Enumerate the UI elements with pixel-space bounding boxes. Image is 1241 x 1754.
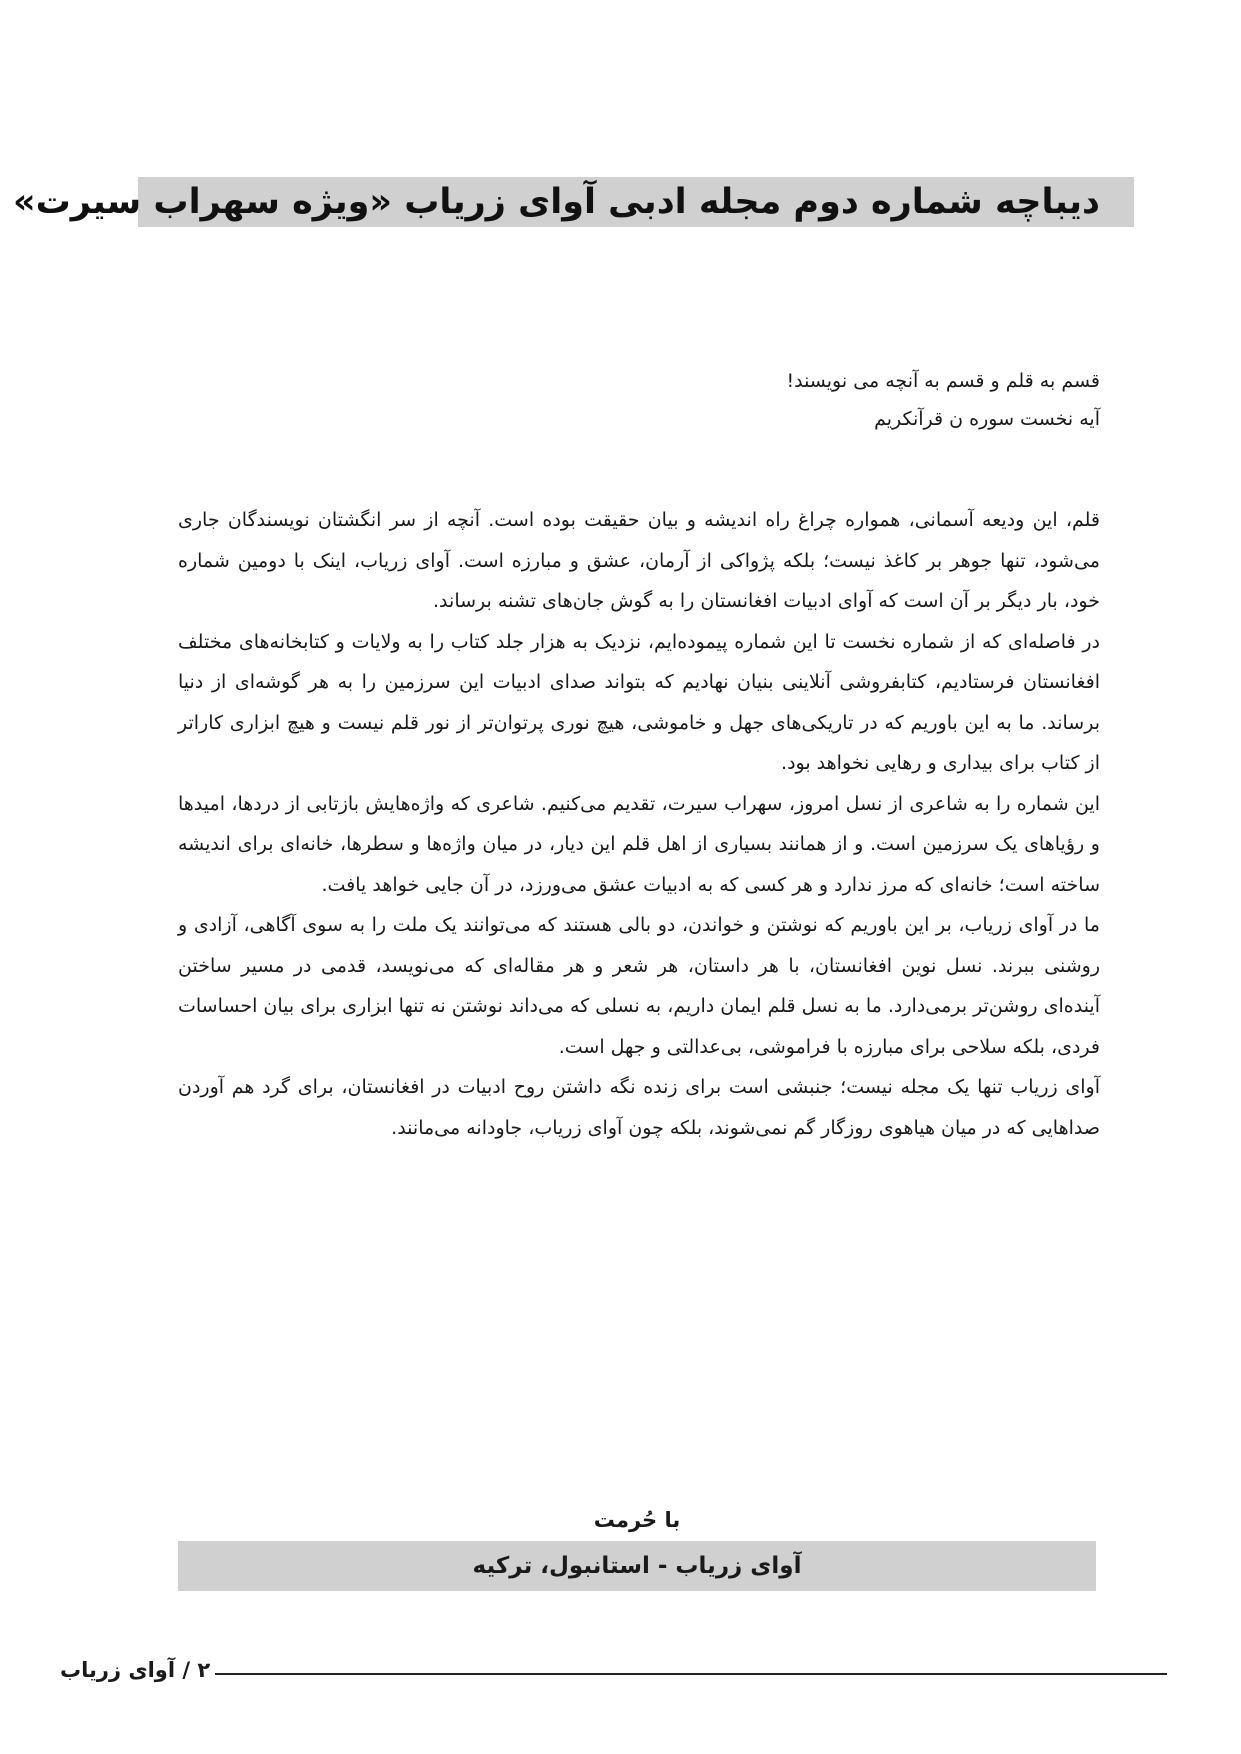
signature-banner [178, 1541, 1096, 1591]
title-banner [12, 177, 1134, 227]
body-paragraph: آوای زریاب تنها یک مجله نیست؛ جنبشی است برای زنده نگه داشتن روح ادبیات در افغانستان، برای گرد هم آوردن صداهایی که در میان هیاهوی روزگار گم نمی‌شوند، بلکه چون آوای زریاب، جاودانه می‌مانند. [178, 1076, 1100, 1139]
page-title: دیباچه شماره دوم مجله ادبی آوای زریاب «ویژه سهراب سیرت» [12, 182, 1100, 222]
body-paragraph: قلم، این ودیعه آسمانی، همواره چراغ راه اندیشه و بیان حقیقت بوده است. آنچه از سر انگشتان نویسندگان جاری می‌شود، تنها جوهر بر کاغذ نیست؛ بلکه پژواکی از آرمان، عشق و مبارزه است. آوای زریاب، اینک با دومین شماره خود، بار دیگر بر آن است که آوای ادبیات افغانستان را به گوش جان‌های تشنه برساند. [178, 509, 1100, 612]
footer-divider [215, 1673, 1167, 1675]
body-paragraph: این شماره را به شاعری از نسل امروز، سهراب سیرت، تقدیم می‌کنیم. شاعری که واژه‌هایش بازتابی از دردها، امیدها و رؤیاهای یک سرزمین است. و از همانند بسیاری از اهل قلم این دیار، در میان واژه‌ها و سطرها، خانه‌ای برای اندیشه ساخته است؛ خانه‌ای که مرز ندارد و هر کسی که به ادبیات عشق می‌ورزد، در آن جایی خواهد یافت. [178, 792, 1100, 896]
page-footer [60, 1658, 1170, 1688]
body-paragraph: در فاصله‌ای که از شماره نخست تا این شماره پیموده‌ایم، نزدیک به هزار جلد کتاب را به ولایات و کتابخانه‌های مختلف افغانستان فرستادیم، کتابفروشی آنلاینی بنیان نهادیم که بتواند صدای ادبیات این سرزمین را به هر گوشه‌ای از دنیا برساند. ما به این باوریم که در تاریکی‌های جهل و خاموشی، هیچ نوری پرتوان‌تر از نور قلم نیست و هیچ ابزاری کاراتر از کتاب برای بیداری و رهایی نخواهد بود. [178, 630, 1100, 774]
epigraph-verse: قسم به قلم و قسم به آنچه می نویسند! [786, 370, 1100, 392]
body-text [178, 500, 1100, 1148]
salutation: با حُرمت [593, 1508, 681, 1532]
epigraph-source: آیه نخست سوره ن قرآنکریم [874, 408, 1100, 430]
page-number-label: ۲ / آوای زریاب [60, 1658, 211, 1682]
epigraph [400, 362, 1100, 438]
body-paragraph: ما در آوای زریاب، بر این باوریم که نوشتن و خواندن، دو بالی هستند که می‌توانند یک ملت را به سوی آگاهی، آزادی و روشنی ببرند. نسل نوین افغانستان، با هر داستان، هر شعر و هر مقاله‌ای که می‌نویسد، قدمی در مسیر ساختن آینده‌ای روشن‌تر برمی‌دارد. ما به نسل قلم ایمان داریم، به نسلی که می‌داند نوشتن نه تنها ابزاری برای بیان احساسات فردی، بلکه سلاحی برای مبارزه با فراموشی، بی‌عدالتی و جهل است. [178, 914, 1100, 1058]
signature: آوای زریاب - استانبول، ترکیه [472, 1553, 802, 1579]
